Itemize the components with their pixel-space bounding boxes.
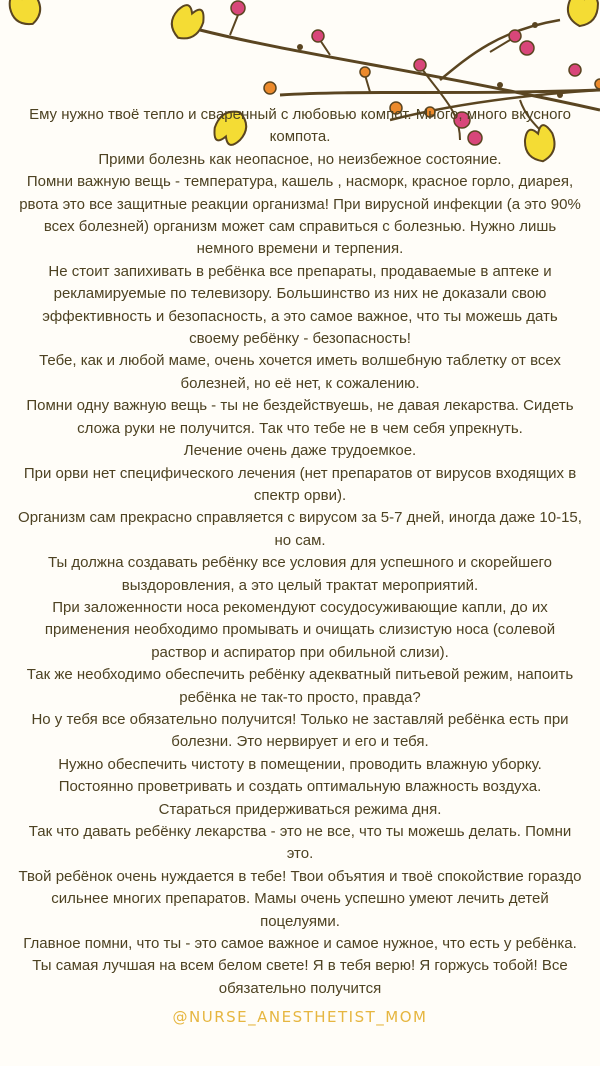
branch-stem (200, 30, 600, 110)
pink-berry (509, 30, 521, 42)
pink-berry (569, 64, 581, 76)
paragraph: Ты должна создавать ребёнку все условия для успешного и скорейшего выздоровления, а это целый трактат мероприятий. (47, 554, 553, 594)
branch-stem (440, 20, 560, 80)
paragraph: Постоянно проветривать и создать оптимальную влажность воздуха. (58, 778, 542, 796)
yellow-flower (4, 0, 46, 30)
pink-berry (414, 59, 426, 71)
pink-berry (231, 1, 245, 15)
pink-berry (520, 41, 534, 55)
paragraph: Твой ребёнок очень нуждается в тебе! Твои объятия и твоё спокойствие гораздо сильнее многих препаратов. Мамы очень успешно умеют лечить детей поцелуями. (18, 867, 582, 930)
paragraph: Так что давать ребёнку лекарства - это не все, что ты можешь делать. Помни это. (28, 823, 572, 863)
paragraph: При заложенности носа рекомендуют сосудосуживающие капли, до их применения необходимо промывать и очищать слизистую носа (солевой раствор и аспиратор при обильной слизи). (44, 598, 556, 661)
paragraph: Прими болезнь как неопасное, но неизбежное состояние. (98, 150, 502, 168)
paragraph: Не стоит запихивать в ребёнка все препараты, продаваемые в аптеке и рекламируемые по телевизору. Большинство из них не доказали свою эффективность и безопасность, а это самое важное, что ты можешь дать своему ребёнку - безопасность! (42, 262, 558, 348)
paragraph: Но у тебя все обязательно получится! Только не заставляй ребёнка есть при болезни. Это нервирует и его и тебя. (31, 710, 569, 751)
paragraph: Ему нужно твоё тепло и сваренный с любовью компот. Много, много вкусного компота. (29, 106, 571, 146)
orange-berry (595, 79, 600, 89)
paragraph: Нужно обеспечить чистоту в помещении, проводить влажную уборку. (58, 755, 542, 773)
paragraph: Так же необходимо обеспечить ребёнку адекватный питьевой режим, напоить ребёнка не так-то просто, правда? (26, 666, 574, 706)
yellow-flower (165, 0, 208, 45)
paragraph: Тебе, как и любой маме, очень хочется иметь волшебную таблетку от всех болезней, но её нет, к сожалению. (39, 352, 561, 392)
orange-berry (264, 82, 276, 94)
dark-bud (297, 44, 303, 50)
dark-bud (532, 22, 538, 28)
paragraph: Лечение очень даже трудоемкое. (183, 442, 417, 460)
pink-berry (312, 30, 324, 42)
paragraph: Помни одну важную вещь - ты не бездействуешь, не давая лекарства. Сидеть сложа руки не получится. Так что тебе не в чем себя упрекнуть. (26, 397, 574, 437)
article-body (16, 104, 584, 1000)
paragraph: Стараться придерживаться режима дня. (158, 800, 442, 818)
dark-bud (497, 82, 503, 88)
orange-berry (360, 67, 370, 77)
dark-bud (557, 92, 563, 98)
instagram-handle: @NURSE_ANESTHETIST_MOM (172, 1008, 428, 1026)
paragraph: Помни важную вещь - температура, кашель , насморк, красное горло, диарея, рвота это все защитные реакции организма! При вирусной инфекции (а это 90% всех болезней) организм может сам справиться с болезнью. Нужно лишь немного времени и терпения. (19, 173, 581, 258)
yellow-flower (565, 0, 600, 29)
branch-stem (320, 40, 330, 55)
paragraph: Организм сам прекрасно справляется с вирусом за 5-7 дней, иногда даже 10-15, но сам. (18, 509, 582, 549)
paragraph: При орви нет специфического лечения (нет препаратов от вирусов входящих в спектр орви). (23, 464, 577, 504)
paragraph: Главное помни, что ты - это самое важное и самое нужное, что есть у ребёнка. Ты самая лучшая на всем белом свете! Я в тебя верю! Я горжусь тобой! Все обязательно получится (23, 935, 577, 997)
